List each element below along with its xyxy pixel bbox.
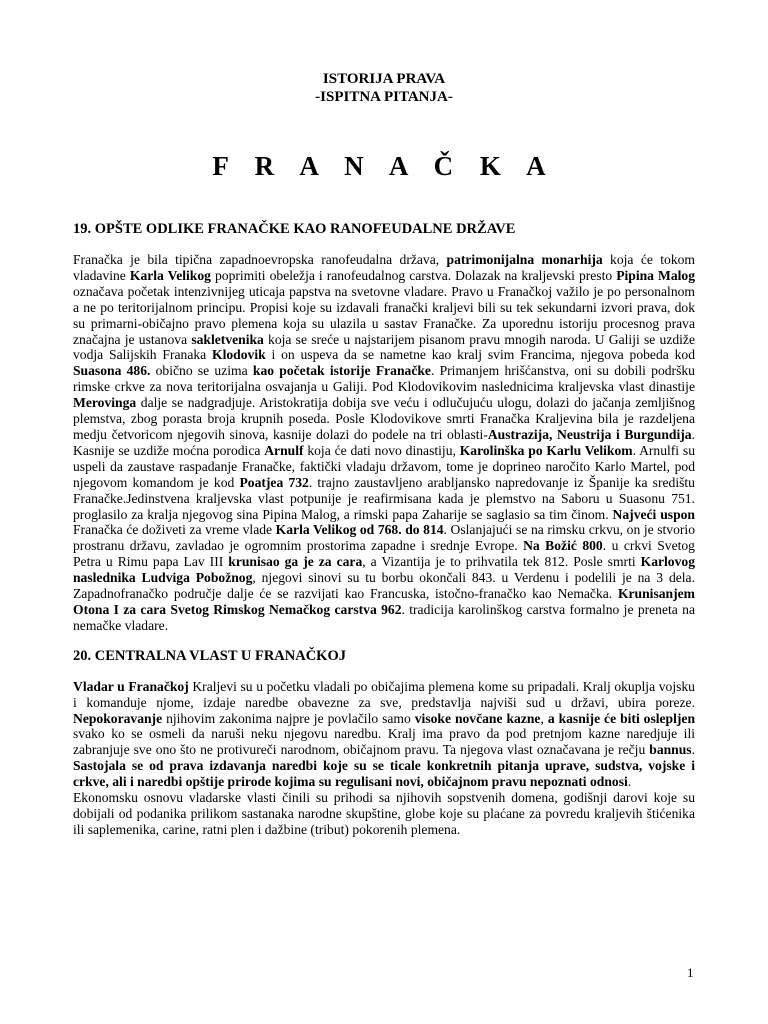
text-segment: . xyxy=(627,774,632,790)
section-20-heading: 20. CENTRALNA VLAST U FRANAČKOJ xyxy=(73,647,346,664)
document-page xyxy=(73,70,695,838)
bold-text-segment: Karla Velikog xyxy=(129,267,211,283)
page-number: 1 xyxy=(687,965,694,980)
text-segment: Ekonomsku osnovu vladarske vlasti činili su prihodi sa njihovih sopstvenih domena, godišnji darovi koje su dobijali od podanika prilikom sastanaka narodne skupštine, globe koje su plaćane za povredu kraljevih štićenika ili saplemenika, carine, ratni plen i dažbine (tribut) pokorenih plemena. xyxy=(73,790,695,837)
text-segment: označava početak intenzivnijeg uticaja papstva na svetovne vladare. Pravo u Franačkoj važilo je po personalnom a ne po teritorijalnom principu. Propisi koje su izdavali franački kraljevi bili su tek sekundarni izvori prava, dok su primarni-običajno pravo plemena koja su ulazila u sastav Franačke. Za uporednu istoriju procesnog prava značajna je ustanova xyxy=(73,283,695,347)
bold-text-segment: krunisao ga je za cara xyxy=(228,554,363,570)
section-20-paragraph-1 xyxy=(73,679,695,790)
bold-text-segment: Krunisanjem Otona I za cara Svetog Rimskog Nemačkog carstva 962 xyxy=(73,586,695,617)
bold-text-segment: Arnulf xyxy=(264,442,304,458)
text-segment: njihovim zakonima najpre je povlačilo samo xyxy=(162,710,415,726)
section-20-paragraph-2 xyxy=(73,790,695,838)
text-segment: Kraljevi su u početku vladali po običajima plemena kome su pripadali. Kralj okuplja vojsku i komanduje njome, izdaje naredbe obavezne za sve, predstavlja najviši sud u državi, ubira poreze. xyxy=(73,678,695,710)
text-segment: dalje se nadgradjuje. Aristokratija dobija sve veću i odlučujuću ulogu, dolazi do jačanja zemljišnog plemstva, zbog porasta broja krupnih poseda. Posle Klodovikove smrti Franačka Kraljevina bila je razdeljena medju četvoricom njegovih sinova, kasnije dolazi do podele na tri oblasti- xyxy=(73,395,695,442)
text-segment: . trajno zaustavljeno arabljansko napredovanje iz Španije ka središtu Franačke.Jedinstvena kraljevska vlast potpunije je reafirmisana kada je plemstvo na Saboru u Suasonu 751. proglasilo za kralja njegovog sina Pipina Malog, a rimski papa Zaharije se saglasio sa tim činom. xyxy=(73,474,695,522)
text-segment: . Oslanjajući se na rimsku crkvu, on je stvorio prostranu državu, zavladao je ogromnim prostorima zapadne i srednje Evrope. xyxy=(73,522,695,554)
document-title: F R A N A Č K A xyxy=(212,151,556,181)
bold-text-segment: Sastojala se od prava izdavanja naredbi koje su se ticale konkretnih pitanja uprave, sudstva, vojske i crkve, ali i naredbi opštije prirode kojima su regulisani novi, običajnom pravu nepoznati odnosi xyxy=(73,758,695,790)
text-segment: i on uspeva da se nametne kao kralj svim Francima, njegova pobeda kod xyxy=(265,347,696,363)
text-segment: svako ko se osmeli da naruši neku njegovu naredbu. Kralj ima pravo da pod pretnjom kazne naredjuje ili zabranjuje sve ono što ne protivureči narodnom, običajnom pravu. Ta njegova vlast označavana je rečju xyxy=(73,726,695,758)
bold-text-segment: Suasona 486. xyxy=(73,363,151,379)
bold-text-segment: patrimonijalna monarhija xyxy=(446,252,603,267)
bold-text-segment: Karla Velikog od 768. do 814 xyxy=(275,522,444,538)
bold-text-segment: Klodovik xyxy=(212,347,266,363)
text-segment: , njegovi sinovi su tu borbu okončali 843. u Verdenu i podelili je na 3 dela. Zapadnofranačko područje dalje će se razvijati kao Francuska, istočno-franačko kao Nemačka. xyxy=(73,570,695,602)
text-segment: poprimiti obeležja i ranofeudalnog carstva. Dolazak na kraljevski presto xyxy=(210,267,617,283)
bold-text-segment: bannus xyxy=(649,742,692,758)
bold-text-segment: Austrazija, Neustrija i Burgundija xyxy=(487,426,692,442)
bold-text-segment: visoke novčane kazne xyxy=(414,710,541,726)
text-segment: , xyxy=(540,710,548,726)
text-segment: . xyxy=(691,742,695,758)
bold-text-segment: Pipina Malog xyxy=(616,267,695,283)
text-segment: . Primanjem hrišćanstva, oni su dobili podršku rimske crkve za nova teritorijalna osvajanja u Galiji. Pod Klodovikovim naslednicima kraljevska vlast dinastije xyxy=(73,363,695,395)
bold-text-segment: Nepokoravanje xyxy=(73,710,163,726)
text-segment: koja se sreće u najstarijem pisanom pravu mnogih naroda. U Galiji se uzdiže vodja Salijskih Franaka xyxy=(73,331,695,363)
bold-text-segment: Na Božić 800 xyxy=(523,538,603,554)
course-title: ISTORIJA PRAVA xyxy=(322,71,446,87)
bold-text-segment: sakletvenika xyxy=(191,331,264,347)
bold-text-segment: Merovinga xyxy=(73,395,137,411)
bold-text-segment: Vladar u Franačkoj xyxy=(73,678,189,694)
text-segment: . u crkvi Svetog Petra u Rimu papa Lav III xyxy=(73,538,695,570)
section-19-paragraph xyxy=(73,252,695,634)
text-segment: . tradicija karolinškog carstva formalno je preneta na nemačke vladare. xyxy=(73,601,695,633)
bold-text-segment: Karlovog naslednika Ludviga Pobožnog xyxy=(73,554,695,586)
text-segment: . Kasnije se uzdiže moćna porodica xyxy=(73,426,695,458)
bold-text-segment: a kasnije će biti oslepljen xyxy=(547,710,696,726)
text-segment: Franačka je bila tipična zapadnoevropska ranofeudalna država, xyxy=(73,252,447,267)
text-segment: koja će tokom vladavine xyxy=(73,252,695,283)
text-segment: Franačka će doživeti za vreme vlade xyxy=(73,522,276,538)
bold-text-segment: kao početak istorije Franačke xyxy=(252,363,431,379)
bold-text-segment: Poatjea 732 xyxy=(239,474,309,490)
text-segment: koja će dati novo dinastiju, xyxy=(303,442,460,458)
text-segment: . Arnulfi su uspeli da zaustave raspadanje Franačke, faktički vladaju državom, tome je doprineo naročito Karlo Martel, pod njegovom komandom je kod xyxy=(73,442,695,490)
course-subtitle: -ISPITNA PITANJA- xyxy=(315,89,453,105)
section-19-heading: 19. OPŠTE ODLIKE FRANAČKE KAO RANOFEUDALNE DRŽAVE xyxy=(73,221,516,237)
bold-text-segment: Karolinška po Karlu Velikom xyxy=(459,442,633,458)
bold-text-segment: Najveći uspon xyxy=(612,506,695,522)
text-segment: , a Vizantija je to prihvatila tek 812. Posle smrti xyxy=(362,554,641,570)
text-segment: obično se uzima xyxy=(150,363,253,379)
